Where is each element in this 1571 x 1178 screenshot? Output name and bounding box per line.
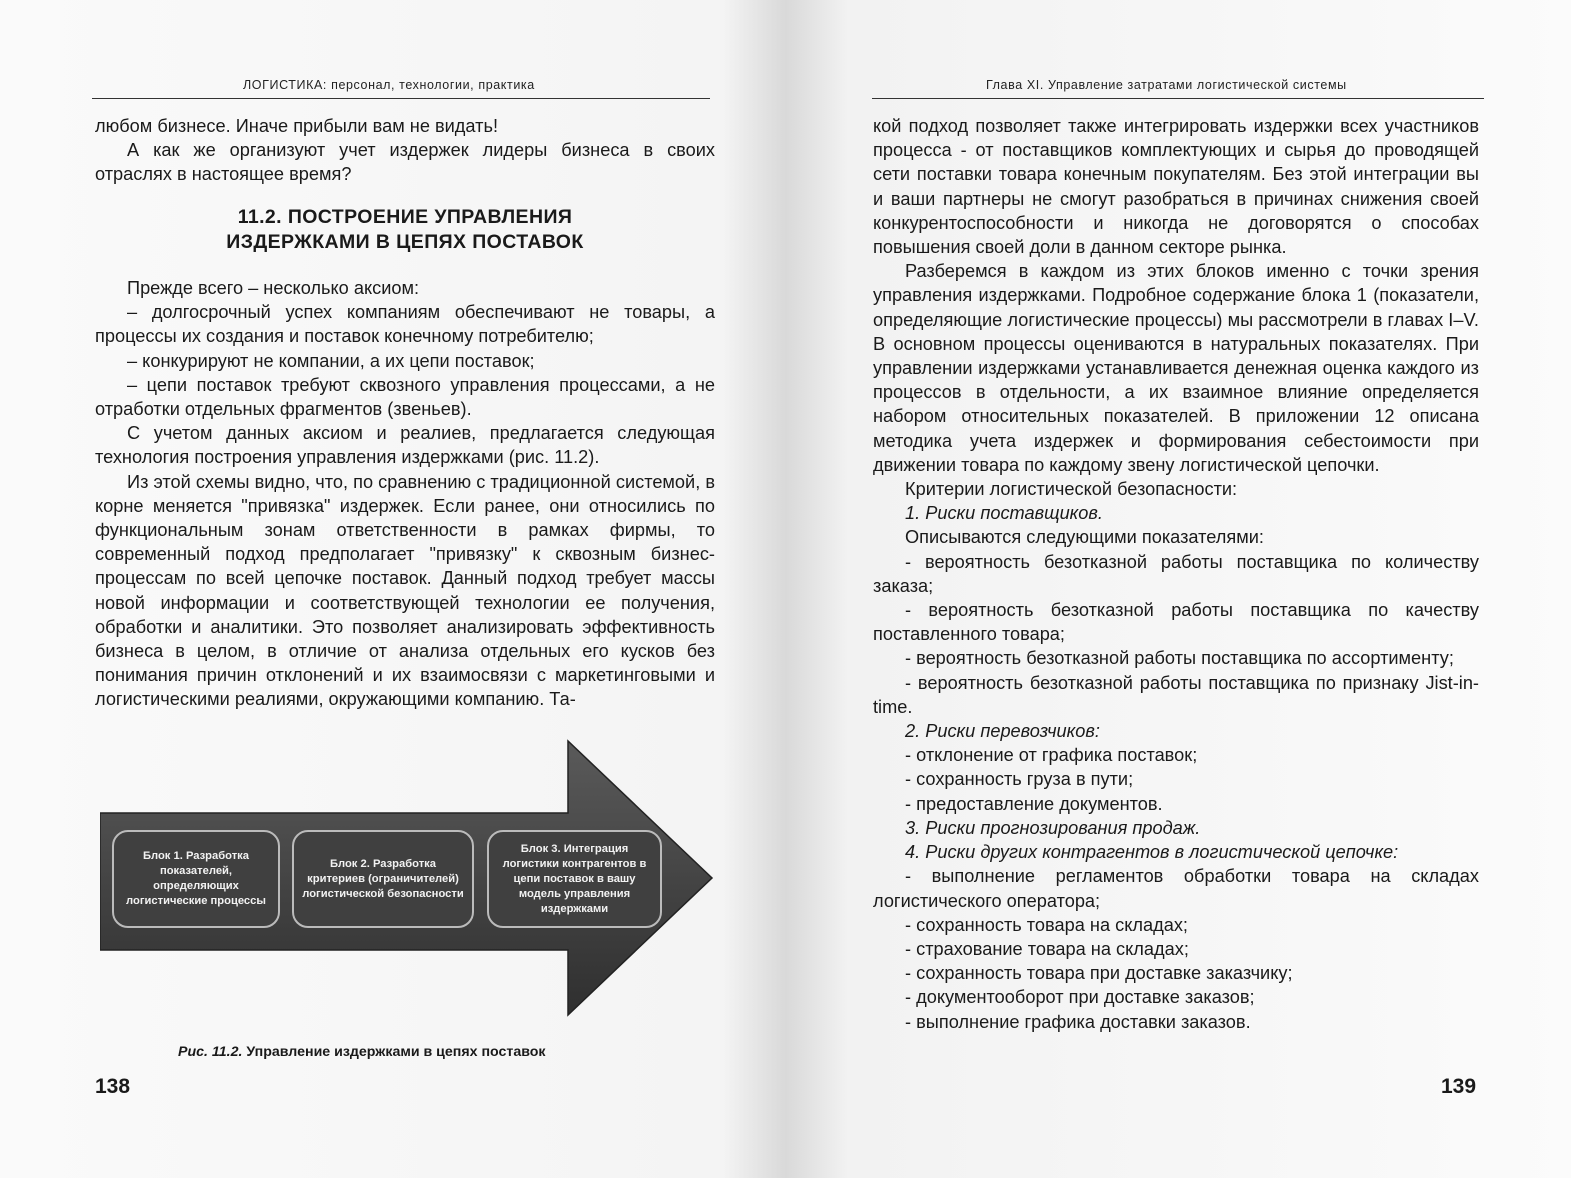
paragraph: - сохранность груза в пути; [905, 769, 1134, 790]
paragraph: – долгосрочный успех компаниям обеспечивают не товары, а процессы их создания и поставок конечному потребителю; [95, 302, 715, 347]
paragraph: - вероятность безотказной работы поставщика по количеству заказа; [873, 551, 1479, 596]
header-rule-right [872, 98, 1484, 99]
paragraph: – конкурируют не компании, а их цепи поставок; [127, 350, 535, 371]
paragraph: Разберемся в каждом из этих блоков именно с точки зрения управления издержками. Подробное содержание блока 1 (показатели, определяющие логистические процессы) мы рассмотрели в главах I–V. В основном процессы оцениваются в натуральных показателях. При управлении издержками устанавливается денежная оценка каждого из процессов в отдельности, а их взаимное влияние определяется набором относительных показателей. В приложении 12 описана методика учета издержек и формирования себестоимости при движении товара по каждому звену логистической цепочки. [873, 261, 1479, 475]
paragraph: 2. Риски перевозчиков: [905, 721, 1100, 742]
page-number-left: 138 [95, 1075, 131, 1098]
paragraph: Критерии логистической безопасности: [905, 479, 1238, 500]
paragraph: - сохранность товара на складах; [905, 914, 1188, 935]
paragraph: - документооборот при доставке заказов; [905, 987, 1255, 1008]
figure-caption-text: Управление издержками в цепях поставок [242, 1044, 546, 1060]
paragraph: Из этой схемы видно, что, по сравнению с традиционной системой, в корне меняется "привязка" издержек. Если ранее, они относились по функциональным зонам ответственности в рамках фирмы, то современный подход предполагает "привязку" к сквозным бизнес-процессам по всей цепочке поставок. Данный подход требует массы новой информации и соответствующей технологии ее получения, обработки и аналитики. Это позволяет анализировать эффективность бизнеса в целом, в отличие от анализа отдельных его кусков без понимания причин отклонений и их взаимосвязи с маркетинговыми и логистическими реалиями, окружающими компанию. Та- [95, 471, 715, 710]
paragraph: кой подход позволяет также интегрировать издержки всех участников процесса - от поставщиков комплектующих и сырья до проводящей сети поставки товара конечным покупателям. Без этой интеграции вы и ваши партнеры не смогут разобраться в причинах снижения своей конкурентоспособности и никогда не договорятся о способах повышения своей доли в данном секторе рынка. [873, 116, 1479, 258]
paragraph: - вероятность безотказной работы поставщика по качеству поставленного товара; [873, 600, 1479, 645]
section-heading-line1: 11.2. ПОСТРОЕНИЕ УПРАВЛЕНИЯ [237, 206, 573, 228]
paragraph: 1. Риски поставщиков. [905, 503, 1103, 524]
figure-block-1: Блок 1. Разработка показателей, определяющих логистические процессы [112, 830, 280, 928]
section-heading [95, 205, 715, 255]
page-number-right: 139 [1441, 1075, 1477, 1098]
running-head-left: ЛОГИСТИКА: персонал, технологии, практика [243, 78, 535, 92]
paragraph: Прежде всего – несколько аксиом: [127, 278, 420, 298]
figure-block-3: Блок 3. Интеграция логистики контрагентов в цепи поставок в вашу модель управления издержками [487, 830, 662, 928]
paragraph: - предоставление документов. [905, 793, 1163, 814]
paragraph: - страхование товара на складах; [905, 938, 1189, 959]
running-head-right: Глава XI. Управление затратами логистической системы [986, 78, 1347, 92]
figure-caption [178, 1044, 546, 1060]
paragraph: - вероятность безотказной работы поставщика по признаку Jist-in-time. [873, 672, 1479, 717]
paragraph: А как же организуют учет издержек лидеры бизнеса в своих отраслях в настоящее время? [95, 140, 715, 185]
paragraph: - выполнение регламентов обработки товара на складах логистического оператора; [873, 866, 1479, 911]
paragraph: С учетом данных аксиом и реалиев, предлагается следующая технология построения управления издержками (рис. 11.2). [95, 423, 715, 468]
paragraph: - выполнение графика доставки заказов. [905, 1011, 1251, 1032]
right-page [786, 0, 1571, 1178]
paragraph: - отклонение от графика поставок; [905, 745, 1198, 766]
paragraph: - вероятность безотказной работы поставщика по ассортименту; [905, 648, 1454, 669]
header-rule-left [92, 98, 710, 99]
paragraph: Описываются следующими показателями: [905, 527, 1264, 548]
left-intro-text [95, 114, 715, 187]
left-page [0, 0, 785, 1178]
paragraph: любом бизнесе. Иначе прибыли вам не видать! [95, 116, 498, 136]
left-body-text [95, 276, 715, 712]
paragraph: 3. Риски прогнозирования продаж. [905, 817, 1201, 838]
paragraph: – цепи поставок требуют сквозного управления процессами, а не отработки отдельных фрагментов (звеньев). [95, 374, 715, 420]
section-heading-line2: ИЗДЕРЖКАМИ В ЦЕПЯХ ПОСТАВОК [226, 231, 584, 253]
right-body-text [873, 114, 1479, 1034]
figure-block-2: Блок 2. Разработка критериев (ограничителей) логистической безопасности [292, 830, 474, 928]
paragraph: 4. Риски других контрагентов в логистической цепочке: [905, 842, 1399, 863]
paragraph: - сохранность товара при доставке заказчику; [905, 963, 1293, 984]
figure-caption-number: Рис. 11.2. [178, 1044, 243, 1060]
